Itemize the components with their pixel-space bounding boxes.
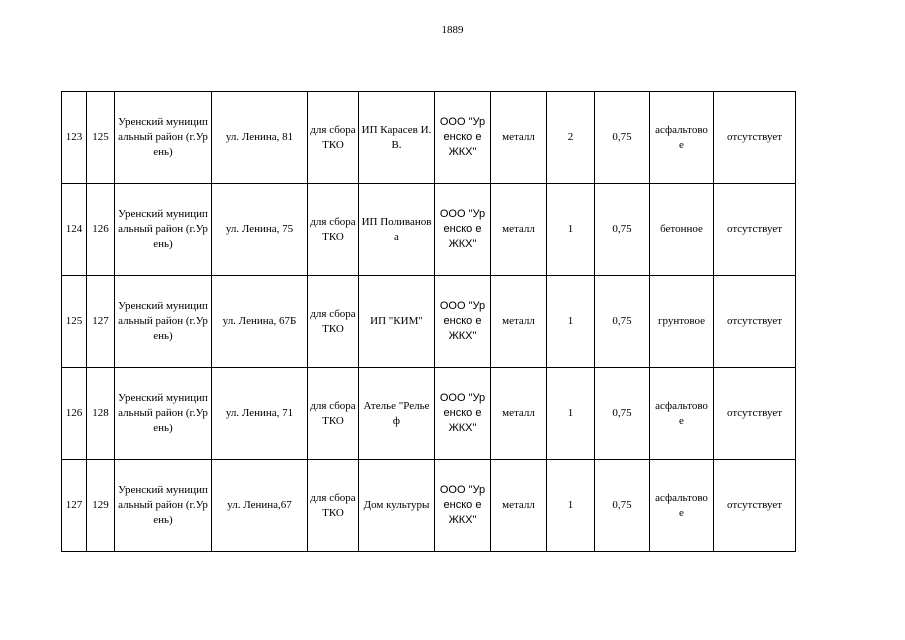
fence-cell: отсутствует: [714, 184, 796, 276]
table-row: [62, 276, 796, 368]
volume-cell: 0,75: [595, 92, 650, 184]
purpose-cell: для сбора ТКО: [308, 184, 359, 276]
fence-cell: отсутствует: [714, 92, 796, 184]
site-id-cell: 129: [87, 460, 115, 552]
owner-cell: Ателье "Рельеф: [359, 368, 435, 460]
container-count-cell: 1: [547, 368, 595, 460]
table-row: [62, 92, 796, 184]
container-count-cell: 2: [547, 92, 595, 184]
purpose-cell: для сбора ТКО: [308, 92, 359, 184]
address-cell: ул. Ленина, 67Б: [212, 276, 308, 368]
surface-cell: грунтовое: [650, 276, 714, 368]
row-number-cell: 125: [62, 276, 87, 368]
address-cell: ул. Ленина, 81: [212, 92, 308, 184]
site-id-cell: 127: [87, 276, 115, 368]
waste-sites-table: [61, 91, 796, 552]
surface-cell: бетонное: [650, 184, 714, 276]
operator-cell: ООО "Уренско е ЖКХ": [435, 460, 491, 552]
site-id-cell: 125: [87, 92, 115, 184]
district-cell: Уренский муниципальный район (г.Урень): [115, 276, 212, 368]
district-cell: Уренский муниципальный район (г.Урень): [115, 368, 212, 460]
table-body: [62, 92, 796, 552]
material-cell: металл: [491, 184, 547, 276]
row-number-cell: 123: [62, 92, 87, 184]
container-count-cell: 1: [547, 276, 595, 368]
purpose-cell: для сбора ТКО: [308, 460, 359, 552]
fence-cell: отсутствует: [714, 368, 796, 460]
operator-cell: ООО "Уренско е ЖКХ": [435, 276, 491, 368]
row-number-cell: 124: [62, 184, 87, 276]
operator-cell: ООО "Уренско е ЖКХ": [435, 368, 491, 460]
purpose-cell: для сбора ТКО: [308, 276, 359, 368]
table-row: [62, 460, 796, 552]
surface-cell: асфальтово е: [650, 92, 714, 184]
surface-cell: асфальтово е: [650, 368, 714, 460]
fence-cell: отсутствует: [714, 276, 796, 368]
operator-cell: ООО "Уренско е ЖКХ": [435, 92, 491, 184]
page-number: 1889: [441, 24, 464, 36]
surface-cell: асфальтово е: [650, 460, 714, 552]
volume-cell: 0,75: [595, 460, 650, 552]
table-row: [62, 184, 796, 276]
table-row: [62, 368, 796, 460]
purpose-cell: для сбора ТКО: [308, 368, 359, 460]
district-cell: Уренский муниципальный район (г.Урень): [115, 92, 212, 184]
container-count-cell: 1: [547, 460, 595, 552]
container-count-cell: 1: [547, 184, 595, 276]
owner-cell: ИП Поливанова: [359, 184, 435, 276]
fence-cell: отсутствует: [714, 460, 796, 552]
volume-cell: 0,75: [595, 368, 650, 460]
volume-cell: 0,75: [595, 276, 650, 368]
owner-cell: ИП Карасев И.В.: [359, 92, 435, 184]
owner-cell: Дом культуры: [359, 460, 435, 552]
district-cell: Уренский муниципальный район (г.Урень): [115, 184, 212, 276]
address-cell: ул. Ленина, 71: [212, 368, 308, 460]
material-cell: металл: [491, 92, 547, 184]
volume-cell: 0,75: [595, 184, 650, 276]
material-cell: металл: [491, 276, 547, 368]
row-number-cell: 127: [62, 460, 87, 552]
material-cell: металл: [491, 460, 547, 552]
address-cell: ул. Ленина, 75: [212, 184, 308, 276]
owner-cell: ИП "КИМ": [359, 276, 435, 368]
address-cell: ул. Ленина,67: [212, 460, 308, 552]
site-id-cell: 126: [87, 184, 115, 276]
site-id-cell: 128: [87, 368, 115, 460]
material-cell: металл: [491, 368, 547, 460]
district-cell: Уренский муниципальный район (г.Урень): [115, 460, 212, 552]
row-number-cell: 126: [62, 368, 87, 460]
operator-cell: ООО "Уренско е ЖКХ": [435, 184, 491, 276]
